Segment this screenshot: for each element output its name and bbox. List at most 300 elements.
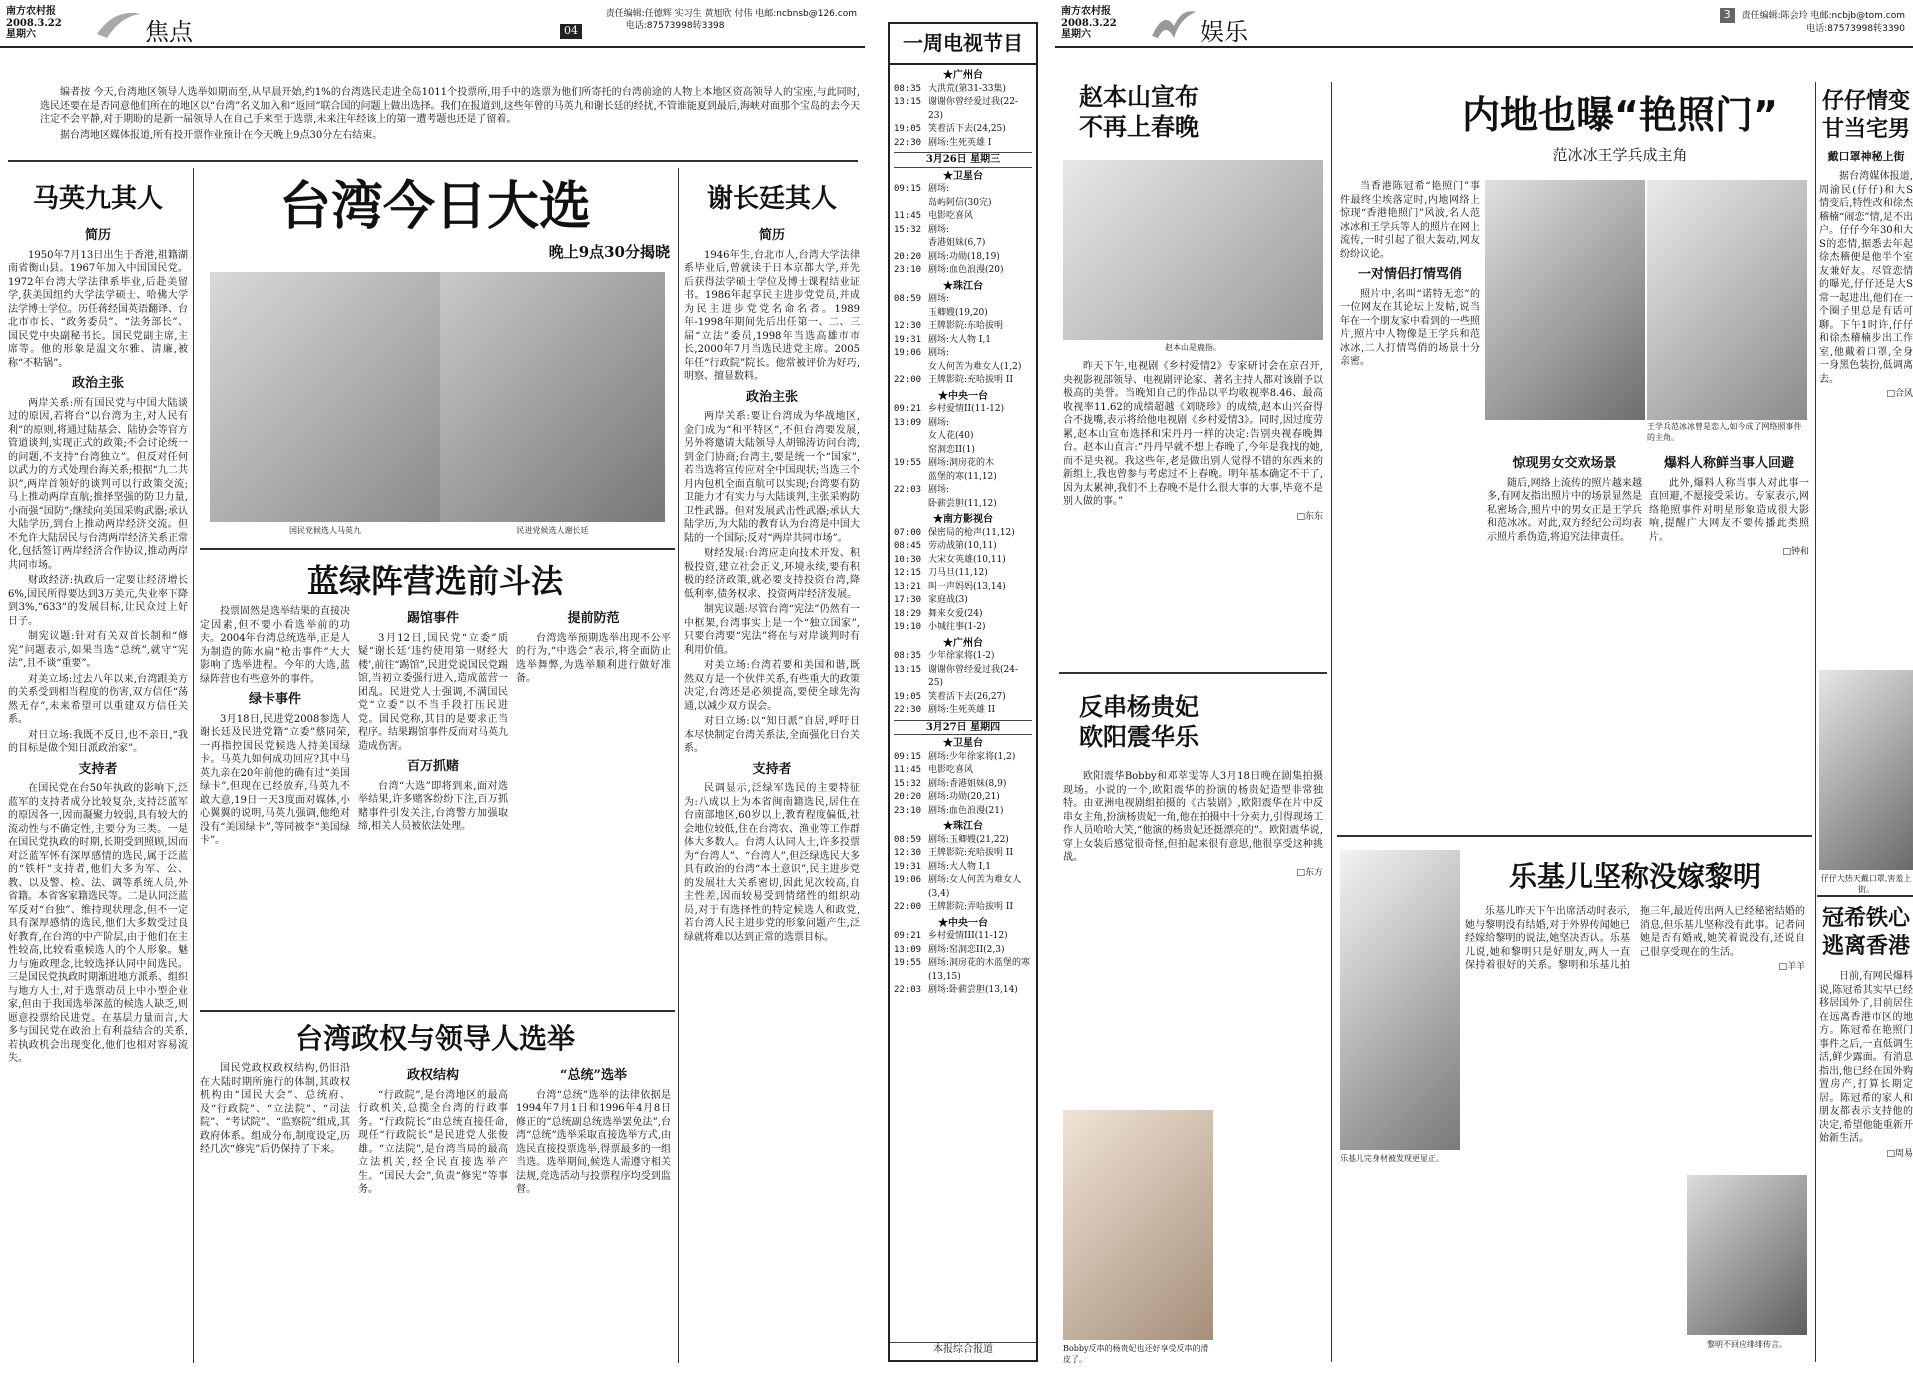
tv-program-row [894, 554, 1032, 568]
tv-program-time: 08:35 [894, 651, 922, 661]
right-weekday: 星期六 [1061, 29, 1091, 40]
ma-column [8, 168, 188, 1363]
hsieh-bio: 1946年生,台北市人,台湾大学法律系毕业后,曾就读于日本京都大学,并先后获得法学硕士学位及博士课程结业证书。1986年起享民主进步党党员,并成为民主进步党党名命名者。1989年-1998年期间先后出任第一、二、三届“立法”委员,1998年当选高雄市市长,2000年7月当选民进党主席。2005年任“行政院”院长。他常被评价为好巧,明察、擅显数料。 [684, 249, 860, 383]
tv-program-row [894, 224, 1032, 238]
tv-program-row [894, 527, 1032, 541]
zaizai-byline: □合风 [1886, 389, 1913, 399]
ma-policy-head: 政治主张 [71, 376, 124, 392]
tv-program-time: 13:09 [894, 417, 922, 428]
hsieh-support: 民调显示,泛绿军选民的主要特征为:八成以上为本省闽南籍选民,居住在台南部地区,60岁以上,教育程度偏低,社会地位较低,住在台湾农、渔业等工作群体大多数人。台湾人认同人士,许多投票为“台湾人”、“台湾人”,但泛绿选民大多具有政治的台湾“本土意识”,民主进步党的发展壮大关系密切,因此见次较高,自主性差,因而较易受到情绪性的组织动员,对于有选择性的特定候选人和政党,若台湾人民主进步党的形象问题产生,泛绿就将难以达到正常的选票目标。 [684, 783, 860, 943]
left-editors [606, 8, 857, 32]
tv-program-title: 卧薪尝胆(11,12) [928, 498, 997, 509]
tv-program-time: 22:00 [894, 375, 922, 385]
right-editor-line [1720, 8, 1905, 23]
tv-program-row [894, 498, 1032, 512]
tv-channel-heading: ★广州台 [943, 637, 983, 649]
hsieh-foreign: 对美立场:台湾若要和美国和谐,既然双方是一个伙伴关系,有些重大的政策决定,台湾还是必须提高,要使全球先沟通,以减少双方误会。 [684, 660, 860, 712]
tv-program-title: 谢谢你曾经爱过我(22-23) [928, 97, 1019, 121]
tv-program-time: 22:03 [894, 985, 922, 995]
tv-program-row [894, 417, 1032, 431]
tv-program-time: 13:21 [894, 581, 922, 592]
battle-rule [200, 1010, 675, 1012]
ma-photo [210, 272, 440, 522]
tv-program-time [894, 361, 928, 375]
tv-program-row [894, 608, 1032, 622]
tv-program-row [894, 293, 1032, 307]
left-brand [6, 6, 62, 41]
tv-program-row [894, 183, 1032, 197]
gigi-photo [1340, 850, 1460, 1150]
tv-program-row [894, 764, 1032, 778]
zhao-title-1: 赵本山宣布 [1079, 83, 1199, 111]
main-byline: □钟和 [1782, 547, 1809, 558]
right-section-title: 娱乐 [1200, 18, 1248, 46]
tv-date-heading: 3月27日 星期四 [894, 720, 1032, 736]
left-section-title: 焦点 [145, 18, 193, 46]
tv-program-time: 09:21 [894, 404, 922, 414]
battle-e4: 台湾选举预期选举出现不公平的行为,“中选会”表示,将全面防止选举舞弊,为选举顺利进行做好准备。 [516, 632, 671, 685]
tv-program-row [894, 805, 1032, 819]
tv-program-row [894, 581, 1032, 595]
main-story-col-1 [1340, 180, 1480, 830]
zaizai-title-1: 仔仔情变 [1821, 89, 1910, 114]
tv-program-row [894, 861, 1032, 875]
zhao-article [1063, 360, 1323, 660]
tv-program-row [894, 307, 1032, 321]
tv-program-time: 07:00 [894, 527, 922, 538]
tv-program-time: 19:06 [894, 348, 922, 358]
main-subheadline: 晚上9点30分揭晓 [548, 243, 670, 261]
tv-program-time [894, 430, 928, 444]
tv-program-row [894, 691, 1032, 705]
tv-program-row [894, 471, 1032, 485]
zaizai-body: 据台湾媒体报道,周渝民(仔仔)和大S情变后,特性改和徐杰稽楠“闹恋”情,足不出户。仔仔今年30和大S的恋情,据悉去年起徐杰稽便是他半个室友兼好友。尽管恋情的曝光,仔仔还是大S常一起进出,他们在一个圈子里总是有话可聊。下午1时许,仔仔和徐杰稽楠步出工作室,他戴着口罩,全身一身黑色装扮,低调离去。 [1819, 171, 1913, 385]
editor-note-sub: 据台湾地区媒体报道,所有投开票作业预计在今天晚上9点30分左右结束。 [60, 129, 383, 141]
tv-program-title: 剧场:女人何苦为难女人(3,4) [928, 875, 1022, 899]
tv-program-row [894, 957, 1032, 984]
tv-program-time: 22:03 [894, 485, 922, 495]
zhao-byline: □东东 [1296, 511, 1323, 522]
editor-note-text: 编者按 今天,台湾地区领导人选举如期而至,从早晨开始,约1%的台湾选民走进全岛1011个投票所,用手中的选票为他们所寄托的台湾前途的人物上本地区资高领导人的宝座,与此同时,选民还要在是否同意他们所在的地区以“台湾”名义加入和“返回”联合国的问题上做出选择。我们在报道到,这些年曾的马英九和谢长廷的经扰,不管谁能夏到最后,海峡对面那个宝岛的去今天注定不会平静,对于期盼的是新一届领导人在自己手来至于选票,未来注年经该上的第一遭考题也还是了留着。 [40, 87, 860, 125]
photo-rule [200, 548, 675, 550]
zhao-title-2: 不再上春晚 [1079, 113, 1199, 141]
wang-xuebing-photo [1485, 180, 1645, 420]
right-page-number: 3 [1720, 8, 1735, 23]
ma-photo-caption: 国民党候选人马英九 [289, 526, 361, 535]
hsieh-mainland: 对日立场:以“知日派”自居,呼吁日本尽快制定台湾关系法,全面强化日台关系。 [684, 716, 860, 755]
tv-program-title: 剧场:卧薪尝胆(13,14) [928, 985, 1018, 995]
gigi-photo-caption: 乐基儿完身材被发现更显正。 [1340, 1154, 1444, 1163]
power-struct: “行政院”,是台湾地区的最高行政机关,总揽全台湾的行政事务。“行政院长”由总统直接任命,现任“行政院长”是民进党人张俊雄。“立法院”,是台湾当局的最高立法机关,经全民直接选举产生。“国民大会”,负责“修宪”等事务。 [358, 1089, 508, 1196]
left-phone-line: 电话:87573998转3398 [625, 21, 725, 32]
tv-program-title: 笑着活下去(24,25) [928, 124, 1006, 134]
main-sec3-head: 爆料人称鲜当事人回避 [1663, 456, 1794, 471]
left-col-rule-1 [193, 168, 194, 1363]
tv-program-time: 17:30 [894, 595, 922, 605]
tv-program-row [894, 137, 1032, 151]
power-vote-head: “总统”选举 [560, 1068, 627, 1083]
leon-photo-caption: 黎明不回应绯绯传言。 [1707, 1340, 1787, 1349]
tv-program-time: 20:20 [894, 251, 922, 262]
zaizai-title [1819, 88, 1913, 143]
tv-channel-heading: ★中央一台 [938, 390, 988, 402]
tv-program-title: 刀马旦(11,12) [928, 568, 988, 578]
right-editors [1720, 8, 1905, 35]
battle-title: 蓝绿阵营选前斗法 [306, 562, 563, 600]
tv-program-row [894, 83, 1032, 97]
tv-program-time: 23:10 [894, 265, 922, 275]
right-date: 2008.3.22 [1061, 17, 1117, 29]
zaizai-rule [1817, 895, 1913, 897]
tv-program-row [894, 347, 1032, 361]
zaizai-subtitle: 戴口罩神秘上街 [1827, 150, 1905, 163]
hsieh-photo [440, 272, 665, 522]
tv-program-row [894, 704, 1032, 718]
zaizai-article [1819, 170, 1913, 650]
tv-channel-heading: ★珠江台 [943, 280, 983, 292]
tv-program-time: 09:15 [894, 751, 922, 762]
tv-program-title: 舞来女爱(24) [928, 608, 983, 619]
hsieh-econ: 财经发展:台湾应走向技术开发、积极投资,建立社会正义,环境永续,要有积极的经济政策,就必要支持投资台湾,降低利率,债务权求、投资两岸经济发展。 [684, 548, 860, 600]
tv-program-title: 剧场:洞房花的木蓝堡的寒(13,15) [928, 958, 1031, 982]
tv-program-title: 剧场:功勋(18,19) [928, 251, 1000, 262]
tv-footer: 本报综合报道 [890, 1342, 1036, 1357]
tv-channel-heading: ★南方影视台 [933, 514, 993, 525]
tv-program-time [894, 307, 928, 321]
tv-program-row [894, 96, 1032, 123]
left-page [0, 0, 865, 1375]
tv-channel-heading: ★中央一台 [938, 917, 988, 929]
power-col-1 [200, 1062, 350, 1362]
tv-program-title: 剧场: [928, 348, 950, 358]
tv-program-time: 22:30 [894, 705, 922, 715]
tv-program-title: 剧场: [928, 184, 950, 194]
editor-note [40, 86, 860, 156]
tv-program-time [894, 237, 928, 251]
hsieh-support-head: 支持者 [752, 761, 792, 777]
guan-title-2: 逃离香港 [1821, 933, 1910, 959]
tv-program-row [894, 484, 1032, 498]
tv-program-time: 22:30 [894, 137, 922, 148]
guan-article [1819, 970, 1913, 1365]
gigi-byline: □羊羊 [1778, 962, 1805, 972]
hsieh-photo-caption: 民进党候选人谢长廷 [516, 526, 589, 535]
tv-program-title: 谢谢你曾经爱过我(24-25) [928, 664, 1019, 688]
battle-e1-head: 绿卡事件 [248, 692, 301, 707]
zhao-photo [1063, 160, 1323, 340]
tv-program-time: 08:59 [894, 834, 922, 845]
tv-program-time: 15:32 [894, 224, 922, 235]
tv-program-title: 笑着活下去(26,27) [928, 691, 1006, 702]
intro-rule [8, 160, 858, 162]
tv-program-title: 剧场: [928, 417, 950, 428]
power-title: 台湾政权与领导人选举 [294, 1022, 575, 1055]
tv-program-time: 12:15 [894, 568, 922, 578]
tv-program-time: 19:55 [894, 458, 922, 468]
tv-program-time: 12:30 [894, 848, 922, 858]
faye-body: 欧阳震华Bobby和邓萃雯等人3月18日晚在剧集拍摄现场。小说的一个,欧阳震华的扮演的杨贵妃造型非常独特。由亚洲电视剧组拍摄的《古装剧》,欧阳震华在片中反串女主角,扮演杨贵妃一角,他在拍摄中十分卖力,引得现场工作人员哈哈大笑,“他演的杨贵妃还挺漂亮的”。欧阳震华说,穿上女装后感觉很奇怪,但拍起来很有意思,他很享受这种挑战。 [1063, 771, 1323, 863]
tv-program-time: 19:31 [894, 861, 922, 872]
main-story-rule [1337, 835, 1812, 837]
power-col-3 [516, 1062, 671, 1362]
tv-program-time: 19:06 [894, 875, 922, 885]
tv-program-title: 保密局的枪声(11,12) [928, 527, 1015, 538]
right-page [1055, 0, 1913, 1375]
battle-col-1 [200, 605, 350, 1025]
tv-program-time: 15:32 [894, 778, 922, 789]
zaizai-title-2: 甘当宅男 [1821, 116, 1910, 142]
main-story-title: 内地也曝“艳照门” [1462, 93, 1778, 137]
tv-program-row [894, 594, 1032, 608]
hsieh-system: 制宪议题:尽管台湾“宪法”仍然有一中框架,台湾事实上是一个“独立国家”,只要台湾要“宪法”将在与对岸谈判时有利用价值。 [684, 604, 860, 656]
faye-photo-caption: Bobby反串的杨贵妃也还好享受反串的滑皮了。 [1063, 1344, 1209, 1364]
battle-col-2 [358, 605, 508, 1025]
tv-program-time: 22:00 [894, 902, 922, 912]
tv-program-row [894, 778, 1032, 792]
faye-photo [1063, 1110, 1213, 1340]
battle-e4-head: 提前防范 [567, 611, 620, 626]
tv-channel-heading: ★卫星台 [943, 738, 983, 749]
zhao-body: 昨天下午,电视剧《乡村爱情2》专家研讨会在京召开,央视影视部领导、电视剧评论家、著名主持人都对该剧予以极高的美誉。当晚知自己的作品以平均收视率8.46、最高收视率11.62的成绩超越《刘晓珍》的成绩,赵本山兴奋得合不拢嘴,表示将给他电视剧《乡村爱情3》。同时,因过度劳累,赵本山宣布选择和宋丹丹一样的决定:告别央视春晚舞台。赵本山直言:“丹丹早就不想上春晚了,今年是我找的她,而不是央视。我这些年,老是做出别人觉得不错的东西来的新组上,我也曾参与考虑过不上春晚。明年基本确定不干了,因为太累神,我们不上春晚不是什么很大事的大事,毕竟不是别人做的事。” [1063, 361, 1323, 507]
hsieh-policy-head: 政治主张 [745, 389, 798, 405]
power-col-2 [358, 1062, 508, 1362]
tv-program-time: 18:29 [894, 608, 922, 619]
gigi-title: 乐基儿坚称没嫁黎明 [1508, 860, 1761, 893]
tv-program-row [894, 251, 1032, 265]
tv-program-row [894, 403, 1032, 417]
tv-program-title: 剧场:血色浪漫(21) [928, 805, 1004, 816]
hsieh-policy: 两岸关系:要让台湾成为华战地区,金门成为“和平特区”,不但台湾要发展,另外将邀请大陆领导人胡锦涛访问台湾,到金门协商;台湾主,要是统一个“国家”,若当选将宣传应对全中国现状;当选三个月内包机全面直航可以实现;台湾要有防卫能力才有实力与大陆谈判,主张采购防卫性武器。但对发展武击性武器;承认大陆学历,为大陆的教育认为台湾是中国大陆的一个国际;反对“两岸共同市场”。 [684, 411, 860, 544]
tv-program-time: 11:45 [894, 765, 922, 775]
tv-program-time: 12:30 [894, 321, 922, 331]
right-col-rule-1 [1331, 82, 1332, 1362]
tv-program-title: 劳动战第(10,11) [928, 541, 997, 551]
battle-e1: 3月18日,民进党2008参选人谢长廷及民进党籍“立委”蔡同荣,一再指控国民党候选人持美国绿卡。马英九如何成功回应?其中马英九亲在20年前他的确有过“美国绿卡”,但现在已经放弃,马英九不敢大意,19日一天3度面对媒体,小心翼翼的说明,马英九强调,他绝对没有“美国绿卡”,等同被李“美国绿卡”。 [200, 713, 350, 847]
tv-program-time: 19:05 [894, 691, 922, 702]
tv-program-time [894, 444, 928, 458]
tv-program-title: 剧场:少年徐家将(1,2) [928, 751, 1016, 762]
tv-program-row [894, 847, 1032, 861]
tv-program-row [894, 210, 1032, 224]
left-weekday: 星期六 [6, 29, 36, 40]
zaizai-photo-caption: 仔仔大热天戴口罩,害羞上街。 [1820, 874, 1912, 894]
tv-program-title: 香港姐妹(6,7) [928, 238, 986, 248]
tv-date-heading: 3月26日 星期三 [894, 152, 1032, 168]
main-story-intro: 当香港陈冠希“艳照门”事件最终尘埃落定时,内地网络上惊现“香港艳照门”风波,名人范冰冰和王学兵等人的照片在网上流传,一时引起了很大轰动,网友纷纷议论。 [1340, 181, 1480, 260]
tv-program-row [894, 901, 1032, 915]
tv-program-row [894, 791, 1032, 805]
tv-program-time [894, 471, 928, 485]
tv-program-title: 女人花(40) [928, 431, 974, 441]
tv-channel-heading: ★广州台 [943, 70, 983, 81]
guan-byline: □周易 [1886, 1148, 1913, 1159]
right-editor-text: 责任编辑:陈会玲 电邮:ncbjb@tom.com [1741, 11, 1905, 21]
tv-program-title: 剧场:香港姐妹(8,9) [928, 778, 1007, 789]
tv-program-time: 13:09 [894, 944, 922, 955]
tv-program-title: 王牌影院:充哈拔明 II [928, 848, 1014, 858]
ma-support-head: 支持者 [78, 761, 118, 777]
ma-system: 制宪议题:针对有关双首长制和“修宪”问题表示,如果当选“总统”,就守“宪法”,且不谈“重要”。 [8, 631, 188, 670]
tv-program-title: 剧场:洞房花的木 [928, 458, 995, 468]
main-story-col-3 [1649, 450, 1809, 830]
right-brand [1061, 6, 1117, 41]
tv-program-row [894, 567, 1032, 581]
tv-program-title: 玉卿嫂(19,20) [928, 307, 988, 318]
tv-program-time: 08:35 [894, 83, 922, 94]
power-struct-head: 政权结构 [406, 1068, 459, 1083]
main-story-col-2 [1487, 450, 1642, 830]
tv-program-row [894, 540, 1032, 554]
tv-program-title: 窑洞恋II(1) [928, 444, 975, 455]
power-intro: 国民党政权政权结构,仍旧沿在大陆时期所施行的体制,其政权机构由“国民大会”、总统府、及“行政院”、“立法院”、“司法院”、“考试院”、“监察院”组成,其政府体系。组成分布,制度设定,历经几次“修宪”后仍保持了下来。 [200, 1063, 350, 1155]
guan-body: 日前,有网民爆料说,陈冠希其实早已经移居国外了,目前居住在远离香港市区的地方。陈冠希在艳照门事件之后,一直低调生活,鲜少露面。有消息指出,他已经在国外购置房产,打算长期定居。陈冠希的家人和朋友都表示支持他的决定,希望他能重新开始新生活。 [1819, 971, 1913, 1144]
left-masthead [0, 4, 865, 48]
tv-program-title: 剧场:窑洞恋II(2,3) [928, 944, 1005, 955]
tv-program-time: 20:20 [894, 792, 922, 802]
tv-program-row [894, 874, 1032, 901]
tv-program-row [894, 930, 1032, 944]
hsieh-bio-head: 简历 [758, 228, 785, 244]
ma-bio-head: 简历 [84, 228, 111, 244]
right-phone-line: 电话:87573998转3390 [1806, 23, 1905, 34]
zhao-rule [1059, 672, 1327, 674]
zhao-photo-caption: 赵本山是鹿指。 [1165, 343, 1221, 352]
tv-program-row [894, 664, 1032, 691]
ma-policy: 两岸关系:所有国民党与中国大陆谈过的原因,若将台“以台湾为主,对人民有利”的原则,将通过陆基会、陆协会等官方管道谈判,实现正式的政策;不会讨论统一的问题,不支持“台湾独立”。但反对任何以武力的方式处理台海关系;根据“九二共识”,两岸首领好的谈判可以行政策交流;马上推动两岸直航;推择坚强的防卫力量,小而强“国防”;继续向美国采购武器;承认大陆学历,到台上推动两岸经济交流。但不允许大陆居民与台湾两岸经济关系正常化,包括签订两岸经济合作协议,推动两岸共同市场。 [8, 397, 188, 571]
ma-foreign: 对美立场:过去八年以来,台湾跟美方的关系受到相当程度的伤害,双方信任“荡然无存”,未来希望可以重建双方信任关系。 [8, 673, 188, 726]
tv-program-row [894, 264, 1032, 278]
ma-mainland: 对日立场:我既不反日,也不亲日,“我的目标是做个知日派政治家”。 [8, 729, 188, 755]
tv-program-title: 大宋女英雄(10,11) [928, 554, 1006, 565]
guan-title-1: 冠希铁心 [1821, 906, 1910, 931]
faye-title-1: 反串杨贵妃 [1079, 693, 1199, 721]
tv-program-title: 剧场:玉卿嫂(21,22) [928, 834, 1009, 845]
tv-program-time: 10:30 [894, 554, 922, 565]
tv-program-row [894, 361, 1032, 375]
left-editor-line: 责任编辑:任德辉 实习生 黄旭欣 付伟 电邮:ncbnsb@126.com [605, 9, 857, 19]
faye-byline: □东方 [1296, 867, 1323, 878]
tv-program-time: 09:15 [894, 184, 922, 194]
power-vote: 台湾“总统”选举的法律依据是1994年7月1日和1996年4月8日修正的“总统副总统选举罢免法”,台湾“总统”选举采取直接选举方式,由选民直接投票选举,得票最多的一组当选。选举期间,候选人需遵守相关法规,竞选活动与投票程序均受到监督。 [516, 1089, 671, 1196]
tv-program-title: 王牌影院:充哈拔明 II [928, 375, 1014, 385]
tv-program-title: 电影吃喜风 [928, 765, 974, 775]
tv-program-title: 大洪荒(第31-33集) [928, 83, 1006, 94]
battle-e3: 台湾“大选”即将到来,面对选举结果,许多赌客纷纷下注,百万抓赌事件引发关注,台湾警方加强取缔,相关人员被依法处理。 [358, 780, 508, 833]
tv-program-time: 13:15 [894, 664, 922, 675]
gigi-body: 乐基儿昨天下午出席活动时表示,她与黎明没有结婚,对于外界传闻她已经嫁给黎明的说法,她坚决否认。乐基儿说,她和黎明只是好朋友,两人一直保持着很好的关系。黎明和乐基儿拍拖三年,最近传出两人已经秘密结婚的消息,但乐基儿坚称没有此事。记者问她是否有婚戒,她笑着说没有,还说自己很享受现在的生活。 [1465, 906, 1805, 971]
tv-program-title: 剧场:血色浪漫(20) [928, 265, 1004, 275]
tv-program-title: 蓝堡的寒(11,12) [928, 471, 997, 482]
tv-program-time: 13:15 [894, 97, 922, 107]
leon-photo [1687, 1175, 1807, 1335]
main-headline: 台湾今日大选 [278, 177, 591, 237]
tv-program-row [894, 123, 1032, 137]
tv-channel-heading: ★珠江台 [943, 821, 983, 832]
tv-program-title: 家庭战(3) [928, 595, 968, 605]
tv-program-time: 08:59 [894, 294, 922, 304]
tv-program-title: 剧场:大人物 I,1 [928, 334, 992, 345]
tv-program-title: 乡村爱情II(11-12) [928, 404, 1005, 414]
tv-program-time [894, 498, 928, 512]
tv-program-time: 19:05 [894, 124, 922, 134]
tv-program-title: 叫一声妈妈(13,14) [928, 581, 1006, 592]
hsieh-column [684, 168, 860, 1363]
faye-title-2: 欧阳震华乐 [1079, 723, 1199, 751]
battle-e2: 3月12日,国民党“立委”质疑“谢长廷‘违约使用第一财经大楼’,前往“踢馆”,民进党说国民党踢馆,当初立委强行进入,造成蓝营一团乱。民进党人士强调,不满国民党“立委”以不当手段打压民进党。国民党称,其目的是要求正当程序。结果踢馆事件反而对马英九造成伤害。 [358, 632, 508, 752]
main-photo-caption: 王学兵范冰冰曾是恋人,如今成了网络照事件的主角。 [1647, 422, 1802, 442]
ma-support: 在国民党在台50年执政的影响下,泛蓝军的支持者成分比较复杂,支持泛蓝军的原因各一,因而凝聚力较弱,具有较大的流动性与不确定性,主要分为三类。一是在国民党执政的时期,长期受到照顾,因而对泛蓝军怀有深厚感情的选民,属于泛蓝的“铁杆”支持者,他们大多为军、公、教、以及警、检、法、调等系统人员,外省籍。本省客家籍选民等。二是认同泛蓝军反对“台独”、维持现状理念,但不一定具有深厚感情的选民,他们大多数受过良好教育,在台湾的中产阶层,由于他们在主性较高,比较看重候选人的个人形象。魅力与施政理念,比较选择认同中间选民。三是国民党执政时期渐进地方派系、组织与地方人士,对于选票动员上中小型企业家,但由于我国选举深蓝的候选人缺乏,则愿意投票给民进党。在基层力量而言,大多与国民党在政治上有利益结合的关系,若执政机会出现变化,他们也相对容易流失。 [8, 783, 188, 1065]
tv-program-title: 剧场:生死英雄 I [928, 137, 992, 148]
tv-program-title: 岛屿阿信(30完) [928, 197, 992, 208]
tv-program-row [894, 444, 1032, 458]
tv-program-title: 剧场:功勋(20,21) [928, 792, 1000, 802]
tv-program-time: 11:45 [894, 211, 922, 221]
ma-bio: 1950年7月13日出生于香港,祖籍湖南省衡山县。1967年加入中国国民党。1972年台湾大学法律系毕业,后赴美留学,获美国纽约大学法学硕士、哈佛大学法学博士学位。历任蒋经国英语翻译、台北市市长、“政务委员”、“法务部长”、国民党中央副秘书长。国民党副主席,主席等。他的形象是温文尔雅、清廉,被称“不粘锅”。 [8, 249, 188, 369]
tv-program-title: 少年徐家将(1-2) [928, 651, 995, 661]
right-brand-name: 南方农村报 [1061, 6, 1111, 17]
tv-program-row [894, 237, 1032, 251]
left-page-number-wrap [560, 24, 586, 39]
tv-program-title: 剧场:生死英雄 II [928, 705, 996, 715]
main-sec3: 此外,爆料人称当事人对此事一直回避,不愿接受采访。专家表示,网络艳照事件对明星形象造成很大影响,提醒广大网友不要传播此类照片。 [1649, 477, 1809, 543]
battle-col-3 [516, 605, 671, 1025]
faye-article [1063, 770, 1323, 1100]
left-brand-name: 南方农村报 [6, 6, 56, 17]
tv-program-title: 剧场: [928, 485, 950, 495]
left-page-number: 04 [560, 24, 582, 39]
ma-econ: 财政经济:执政后一定要让经济增长6%,国民所得要达到3万美元,失业率下降到3%,“633”的发展目标,让民众过上好日子。 [8, 575, 188, 627]
battle-e3-head: 百万抓赌 [406, 759, 459, 775]
tv-program-title: 电影吃喜风 [928, 211, 974, 221]
tv-program-title: 剧场: [928, 294, 950, 304]
tv-program-row [894, 320, 1032, 334]
tv-program-time [894, 197, 928, 211]
tv-program-title: 女人何苦为难女人(1,2) [928, 361, 1022, 372]
tv-program-row [894, 650, 1032, 664]
faye-title [1059, 692, 1219, 752]
right-masthead [1055, 4, 1913, 48]
left-col-rule-2 [678, 168, 679, 1363]
hsieh-title: 谢长廷其人 [706, 184, 837, 214]
main-sec2: 随后,网络上流传的照片越来越多,有网友指出照片中的场景显然是私密场合,照片中的男女正是王学兵和范冰冰。对此,双方经纪公司均表示照片系伪造,将追究法律责任。 [1487, 477, 1642, 543]
fan-bingbing-photo [1647, 180, 1807, 420]
right-swoosh-logo-icon [1150, 4, 1198, 44]
tv-program-time: 08:45 [894, 541, 922, 551]
tv-program-row [894, 457, 1032, 471]
tv-program-time: 19:31 [894, 334, 922, 345]
main-sec2-head: 惊现男女交欢场景 [1512, 456, 1617, 471]
tv-channel-heading: ★卫星台 [943, 170, 983, 182]
left-date: 2008.3.22 [6, 17, 62, 29]
tv-program-title: 小城往事(1-2) [928, 622, 986, 632]
tv-program-title: 王牌影院:弄哈拔明 II [928, 902, 1014, 912]
tv-program-title: 乡村爱情III(11-12) [928, 931, 1008, 941]
main-sec1-head: 一对情侣打情骂俏 [1357, 267, 1462, 282]
main-sec1: 照片中,名叫“诺特无恋”的一位网友在其论坛上发帖,说当年在一个朋友家中看到的一些照片,照片中人物像是王学兵和范冰冰,二人打情骂俏的场景十分亲密。 [1340, 288, 1480, 368]
tv-program-row [894, 834, 1032, 848]
guan-title [1819, 905, 1913, 960]
tv-program-row [894, 334, 1032, 348]
zhao-title [1059, 82, 1219, 142]
zaizai-photo [1819, 670, 1913, 870]
tv-program-title: 剧场: [928, 224, 950, 235]
right-col-rule-2 [1815, 82, 1816, 1362]
tv-program-time: 09:21 [894, 931, 922, 941]
tv-program-row [894, 430, 1032, 444]
tv-list [890, 65, 1036, 1319]
left-swoosh-logo-icon [95, 4, 143, 44]
tv-program-row [894, 621, 1032, 635]
